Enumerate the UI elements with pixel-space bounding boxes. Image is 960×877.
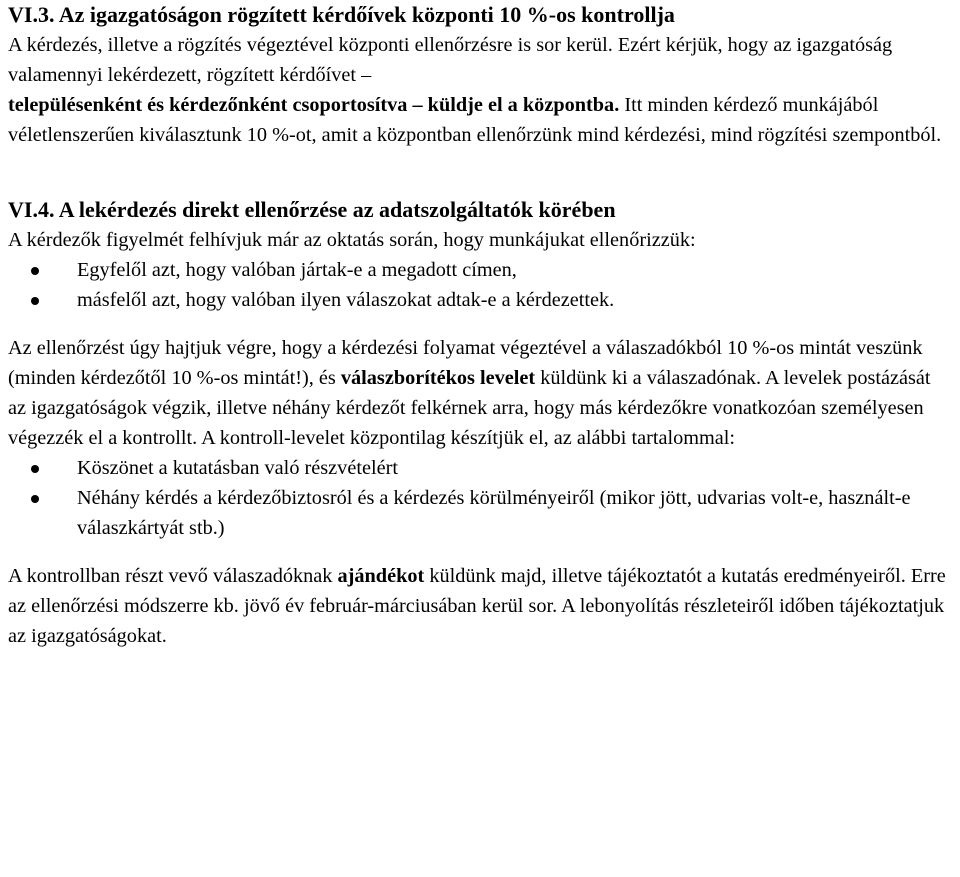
bullet-icon xyxy=(31,297,39,305)
spacer xyxy=(8,150,952,195)
paragraph-intro: A kérdezők figyelmét felhívjuk már az oktatás során, hogy munkájukat ellenőrizzük: xyxy=(8,229,696,251)
list-item-text: Egyfelől azt, hogy valóban jártak-e a megadott címen, xyxy=(77,259,517,281)
paragraph-gift xyxy=(8,561,952,651)
list-item-text: másfelől azt, hogy valóban ilyen válaszokat adtak-e a kérdezettek. xyxy=(77,289,615,311)
bold-instruction: településenként és kérdezőnként csoportosítva – küldje el a központba. xyxy=(8,94,620,116)
bold-term: válaszborítékos levelet xyxy=(340,367,536,389)
paragraph-verification xyxy=(8,333,952,453)
list-item xyxy=(8,255,952,285)
list-item-text: Néhány kérdés a kérdezőbiztosról és a kérdezés körülményeiről (mikor jött, udvarias volt-e, használt-e válaszkártyát stb.) xyxy=(77,487,911,539)
spacer xyxy=(8,315,952,333)
list-item xyxy=(8,483,952,543)
bullet-list-checks xyxy=(8,255,952,315)
paragraph-text: A kérdezés, illetve a rögzítés végeztével központi ellenőrzésre is sor kerül. Ezért kérjük, hogy az igazgatóság valamennyi lekérdezett, rögzített kérdőívet – xyxy=(8,34,893,86)
section-heading-vi4: VI.4. A lekérdezés direkt ellenőrzése az adatszolgáltatók körében xyxy=(8,197,616,222)
list-item xyxy=(8,285,952,315)
list-item xyxy=(8,453,952,483)
paragraph-central-control xyxy=(8,30,952,150)
bullet-list-letter-content xyxy=(8,453,952,543)
paragraph-text: Itt minden kérdező munkájából véletlenszerűen kiválasztunk 10 %-ot, amit a központban ellenőrzünk mind kérdezési, mind rögzítési szempontból. xyxy=(8,94,942,146)
bullet-icon xyxy=(31,495,39,503)
paragraph-text: küldünk majd, illetve tájékoztatót a kutatás eredményeiről. Erre az ellenőrzési módszerre kb. jövő év február-márciusában kerül sor. A lebonyolítás részleteiről időben tájékoztatjuk az igazgatóságokat. xyxy=(8,565,946,647)
paragraph-text: A kontrollban részt vevő válaszadóknak xyxy=(8,565,333,587)
bullet-icon xyxy=(31,465,39,473)
bold-term: ajándékot xyxy=(337,565,425,587)
list-item-text: Köszönet a kutatásban való részvételért xyxy=(77,457,398,479)
paragraph-text: küldünk ki a válaszadónak. A levelek postázását az igazgatóságok végzik, illetve néhány kérdezőt felkérnek arra, hogy más kérdezőkre vonatkozóan személyesen végezzék el a kontrollt. A kontroll-levelet központilag készítjük el, az alábbi tartalommal: xyxy=(8,367,931,449)
spacer xyxy=(8,543,952,561)
bullet-icon xyxy=(31,267,39,275)
paragraph-text: Az ellenőrzést úgy hajtjuk végre, hogy a kérdezési folyamat végeztével a válaszadókból 10 %-os mintát veszünk (minden kérdezőtől 10 %-os mintát!), és xyxy=(8,337,923,389)
section-heading-vi3: VI.3. Az igazgatóságon rögzített kérdőívek központi 10 %-os kontrollja xyxy=(8,2,675,27)
